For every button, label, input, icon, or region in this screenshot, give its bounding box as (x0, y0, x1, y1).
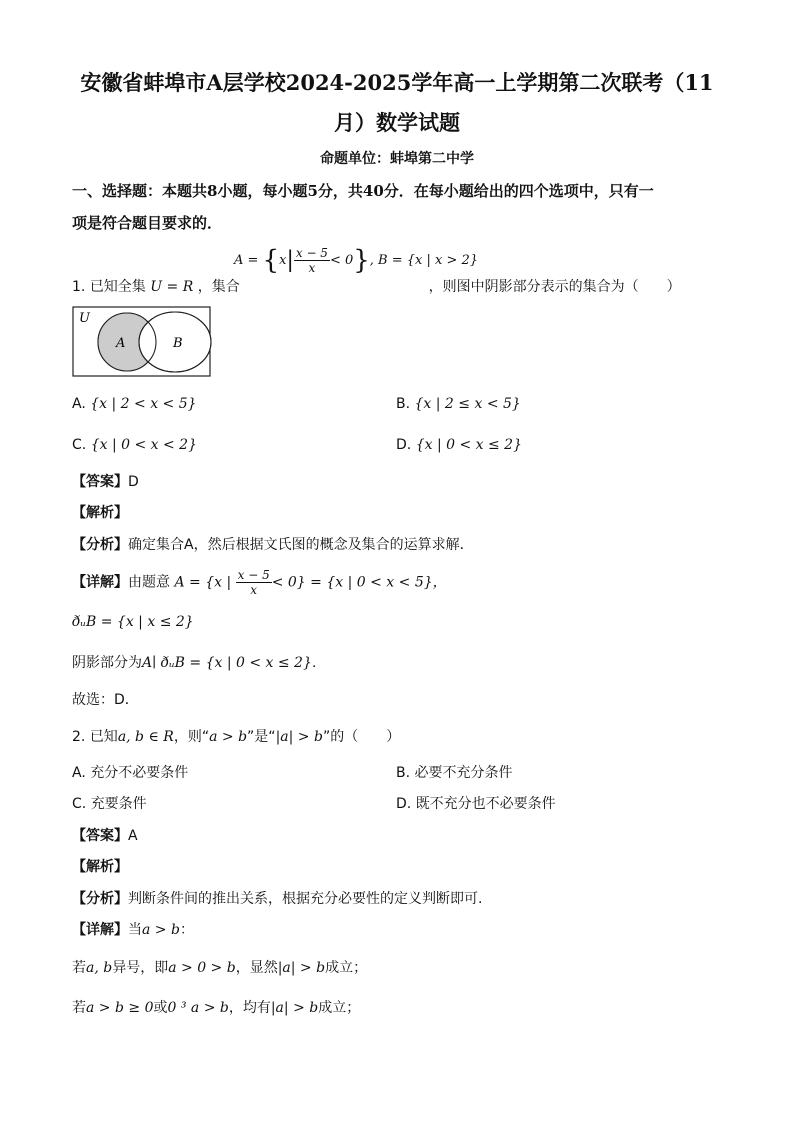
venn-diagram (72, 306, 212, 378)
q2-analysis-tag: 【解析】 (72, 859, 128, 875)
q1-text-c: ，则图中阴影部分表示的集合为（ ） (428, 279, 681, 295)
q1-option-a: A. {x | 2 < x < 5} (72, 396, 197, 412)
q1-shadow: 阴影部分为A∣ ðᵤB = {x | 0 < x ≤ 2}． (72, 655, 326, 671)
q1-set-a-label: A = (234, 253, 263, 268)
section-heading-line-2: 项是符合题目要求的． (72, 214, 223, 232)
q2-option-b: B. 必要不充分条件 (396, 765, 513, 781)
q2-option-c: C. 充要条件 (72, 796, 147, 812)
page-subtitle: 命题单位：蚌埠第二中学 (320, 151, 474, 167)
q2-answer: 【答案】A (72, 828, 138, 844)
page-title-line-2: 月）数学试题 (334, 110, 460, 135)
q2-case-1: 若a, b异号，即a > 0 > b，显然|a| > b成立； (72, 960, 368, 976)
q1-analysis: 【分析】确定集合A，然后根据文氏图的概念及集合的运算求解． (72, 537, 474, 553)
q1-detail: 【详解】由题意 A = {x | $\frac{x - 5}{x}$ < 0} = {x | 0 < x < 5}， (72, 568, 447, 597)
q2-analysis: 【分析】判断条件间的推出关系，根据充分必要性的定义判断即可. (72, 891, 483, 907)
q2-case-2: 若a > b ≥ 0或0 ³ a > b，均有|a| > b成立； (72, 1000, 361, 1016)
q2-stem: 2. 已知a, b ∈ R，则“a > b”是“|a| > b”的（ ） (72, 729, 401, 745)
q1-set-a-fraction: $\frac{x - 5}{x}$ (295, 246, 328, 275)
q1-universal-set: U = R (150, 279, 194, 295)
q1-analysis-tag: 【解析】 (72, 505, 128, 521)
q1-stem (72, 277, 722, 297)
q1-option-b: B. {x | 2 ≤ x < 5} (396, 396, 521, 412)
q1-text-a: 已知全集 (89, 279, 146, 295)
q2-detail: 【详解】当a > b： (72, 922, 194, 938)
venn-label-a: A (116, 336, 126, 351)
q1-set-definitions: A = {x| $\frac{x - 5}{x}$ < 0}, B = {x | x > 2} (234, 245, 479, 276)
venn-label-u: U (79, 311, 90, 326)
q1-option-d: D. {x | 0 < x ≤ 2} (396, 437, 522, 453)
q1-option-c: C. {x | 0 < x < 2} (72, 437, 197, 453)
q1-conclusion: 故选：D． (72, 692, 139, 708)
q2-option-d: D. 既不充分也不必要条件 (396, 796, 556, 812)
q1-answer: 【答案】D (72, 474, 139, 490)
q1-text-b: ，集合 (197, 279, 240, 295)
q1-set-b: , B = {x | x > 2} (369, 253, 479, 268)
q2-option-a: A. 充分不必要条件 (72, 765, 189, 781)
q1-set-a-rest: < 0 (329, 253, 354, 268)
venn-label-b: B (173, 336, 183, 351)
section-heading-line-1: 一、选择题：本题共8小题，每小题5分，共40分．在每小题给出的四个选项中，只有一 (72, 182, 654, 200)
page-title-line-1: 安徽省蚌埠市A层学校2024-2025学年高一上学期第二次联考（11 (80, 70, 714, 95)
q1-complement: ðᵤB = {x | x ≤ 2} (72, 614, 194, 630)
q1-number: 1. (72, 279, 86, 295)
